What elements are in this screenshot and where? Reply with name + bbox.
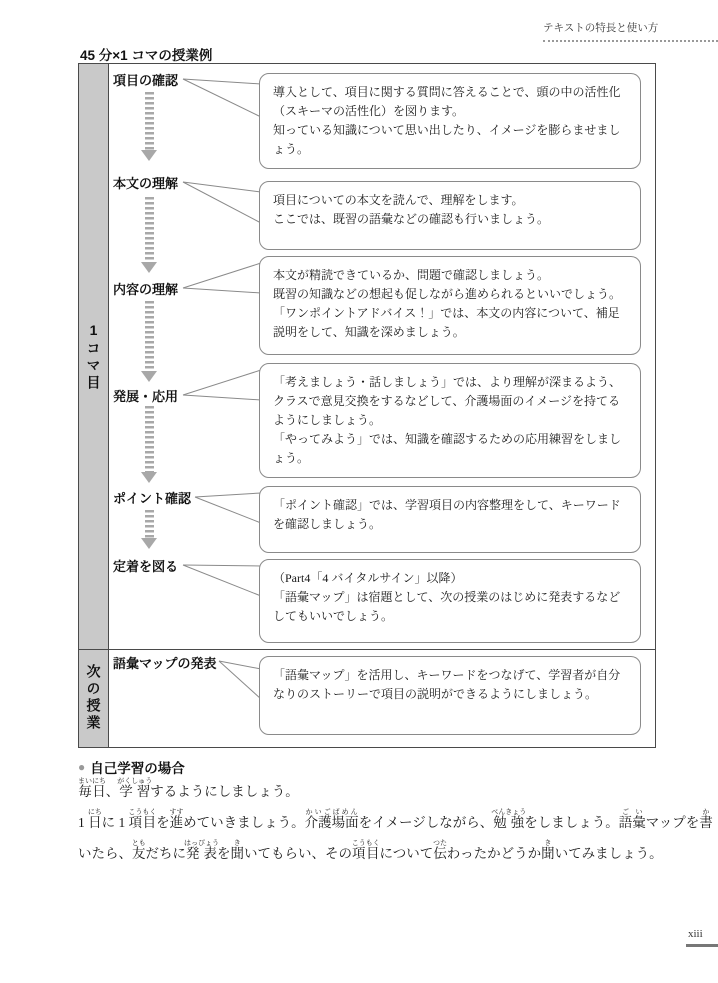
bullet-icon: ●: [78, 760, 86, 774]
arrow-shaft: [145, 92, 154, 150]
callout-paragraph: 導入として、項目に関する質問に答えることで、頭の中の活性化（スキーマの活性化）を図ります。: [273, 85, 621, 118]
page-title: 45 分×1 コマの授業例: [80, 48, 213, 63]
step-label-content-understanding: 内容の理解: [113, 282, 179, 297]
arrow-head: [141, 538, 157, 549]
selfstudy-heading-label: 自己学習の場合: [90, 761, 185, 776]
selfstudy-heading: [78, 757, 185, 777]
down-arrow-icon: [141, 510, 157, 549]
arrow-head: [141, 371, 157, 382]
callout-consolidation: [259, 559, 641, 643]
callout-text-reading: [259, 181, 641, 250]
down-arrow-icon: [141, 197, 157, 273]
arrow-head: [141, 150, 157, 161]
callout-paragraph: 本文が精読できているか、問題で確認しましょう。: [273, 268, 550, 282]
callout-content-understanding: [259, 256, 641, 355]
step-label-item-check: 項目の確認: [113, 73, 179, 88]
row-label-lesson1: 1コマ目: [85, 321, 102, 392]
step-label-point-check: ポイント確認: [113, 491, 192, 506]
callout-paragraph: 「語彙マップ」を活用し、キーワードをつなげて、学習者が自分なりのストーリーで項目の説明ができるようにしましょう。: [273, 668, 621, 701]
running-header: [543, 20, 718, 42]
down-arrow-icon: [141, 301, 157, 382]
arrow-shaft: [145, 406, 154, 472]
callout-paragraph: 「ポイント確認」では、学習項目の内容整理をして、キーワードを確認しましょう。: [273, 498, 621, 531]
arrow-shaft: [145, 197, 154, 262]
selfstudy-paragraph: 毎日まいにち、学習がくしゅうするようにしましょう。: [78, 777, 299, 799]
step-label-text-reading: 本文の理解: [113, 176, 179, 191]
arrow-shaft: [145, 510, 154, 538]
callout-paragraph: ここでは、既習の語彙などの確認も行いましょう。: [273, 212, 550, 226]
callout-item-check: [259, 73, 641, 169]
callout-paragraph: （Part4「4 バイタルサイン」以降）: [273, 571, 463, 585]
footer-bar: [686, 944, 718, 947]
callout-point-check: [259, 486, 641, 553]
arrow-head: [141, 472, 157, 483]
selfstudy-paragraph: 1 日にちに 1 項目こうもくを進すすめていきましょう。介護場面かいごばめんをイメージしながら、勉強べんきょうをしましょう。語彙ごいマップを書かいたら、友ともだちに発表はっぴょうを聞きいてもらい、その項目こうもくについて伝つたわったかどうか聞きいてみましょう。: [78, 808, 713, 861]
running-header-label: テキストの特長と使い方: [543, 22, 659, 34]
callout-paragraph: 「ワンポイントアドバイス！」では、本文の内容について、補足説明をして、知識を深めましょう。: [273, 306, 620, 339]
selfstudy-body: [78, 776, 716, 869]
step-label-consolidation: 定着を図る: [113, 559, 179, 574]
row-label-next-lesson: 次の授業: [85, 664, 102, 732]
callout-vocab-map-presentation: [259, 656, 641, 735]
arrow-shaft: [145, 301, 154, 371]
callout-paragraph: 「やってみよう」では、知識を確認するための応用練習をしましょう。: [273, 432, 622, 465]
lesson-flowchart: [78, 63, 656, 748]
page-number: xiii: [688, 928, 703, 940]
down-arrow-icon: [141, 92, 157, 161]
step-label-development-application: 発展・応用: [113, 389, 179, 404]
callout-development-application: [259, 363, 641, 478]
callout-paragraph: 知っている知識について思い出したり、イメージを膨らませましょう。: [273, 123, 621, 156]
step-label-vocab-map-presentation: 語彙マップの発表: [113, 656, 217, 671]
callout-paragraph: 項目についての本文を読んで、理解をします。: [273, 193, 524, 207]
callout-paragraph: 「語彙マップ」は宿題として、次の授業のはじめに発表するなどしてもいいでしょう。: [273, 590, 621, 623]
down-arrow-icon: [141, 406, 157, 483]
callout-paragraph: 既習の知識などの想起も促しながら進められるといいでしょう。: [273, 287, 622, 301]
arrow-head: [141, 262, 157, 273]
callout-paragraph: 「考えましょう・話しましょう」では、より理解が深まるよう、クラスで意見交換をするなどして、介護場面のイメージを持てるようにしましょう。: [273, 375, 622, 427]
